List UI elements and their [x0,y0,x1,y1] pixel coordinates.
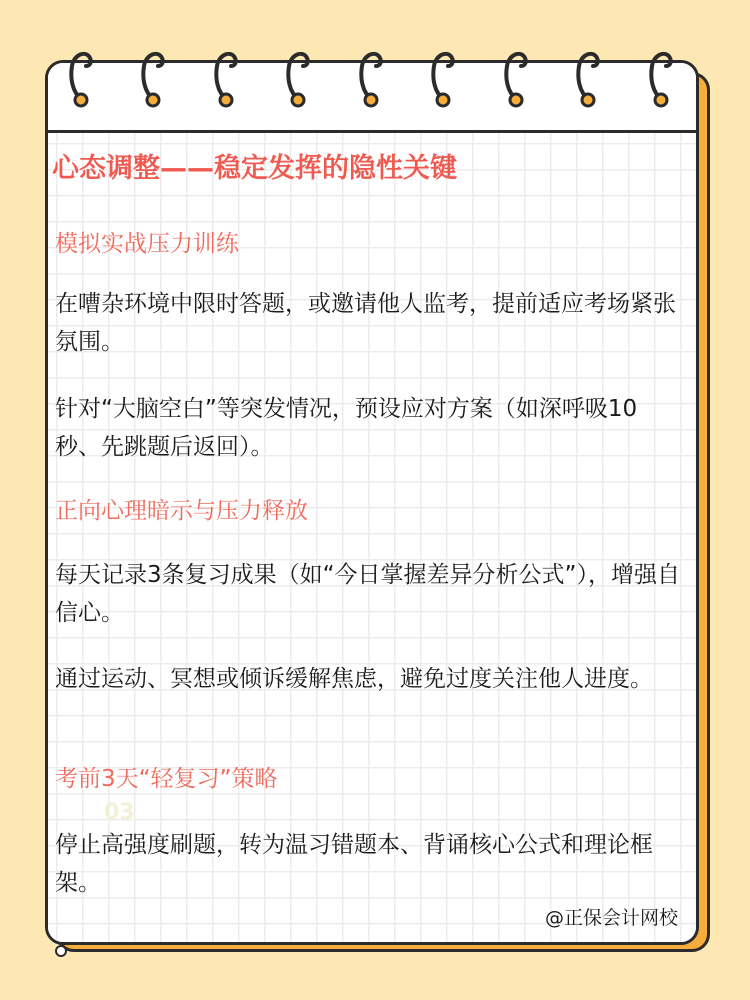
binder-ring-icon [140,48,166,108]
section-number-watermark: 03 [104,800,135,825]
section-3-paragraph-1: 停止高强度刷题，转为温习错题本、背诵核心公式和理论框架。 [55,832,653,896]
brand-footer: @正保会计网校 [544,907,678,929]
section-heading-1: 模拟实战压力训练 [55,231,239,257]
corner-dot [55,945,67,957]
binder-ring-icon [430,48,456,108]
section-2-paragraph-1: 每天记录3条复习成果（如“今日掌握差异分析公式”），增强自信心。 [55,562,680,626]
binder-ring-icon [285,48,311,108]
section-1-paragraph-1: 在嘈杂环境中限时答题，或邀请他人监考，提前适应考场紧张氛围。 [55,291,676,355]
binder-ring-icon [575,48,601,108]
section-2-paragraph-2: 通过运动、冥想或倾诉缓解焦虑，避免过度关注他人进度。 [55,666,653,692]
section-heading-2: 正向心理暗示与压力释放 [55,498,308,524]
binder-ring-icon [503,48,529,108]
section-1-paragraph-2: 针对“大脑空白”等突发情况，预设应对方案（如深呼吸10秒、先跳题后返回）。 [55,396,638,460]
binder-ring-icon [68,48,94,108]
binder-ring-icon [648,48,674,108]
binder-ring-icon [213,48,239,108]
binder-ring-icon [358,48,384,108]
page-title: 心态调整——稳定发挥的隐性关键 [52,153,457,184]
section-heading-3: 考前3天“轻复习”策略 [55,766,278,792]
